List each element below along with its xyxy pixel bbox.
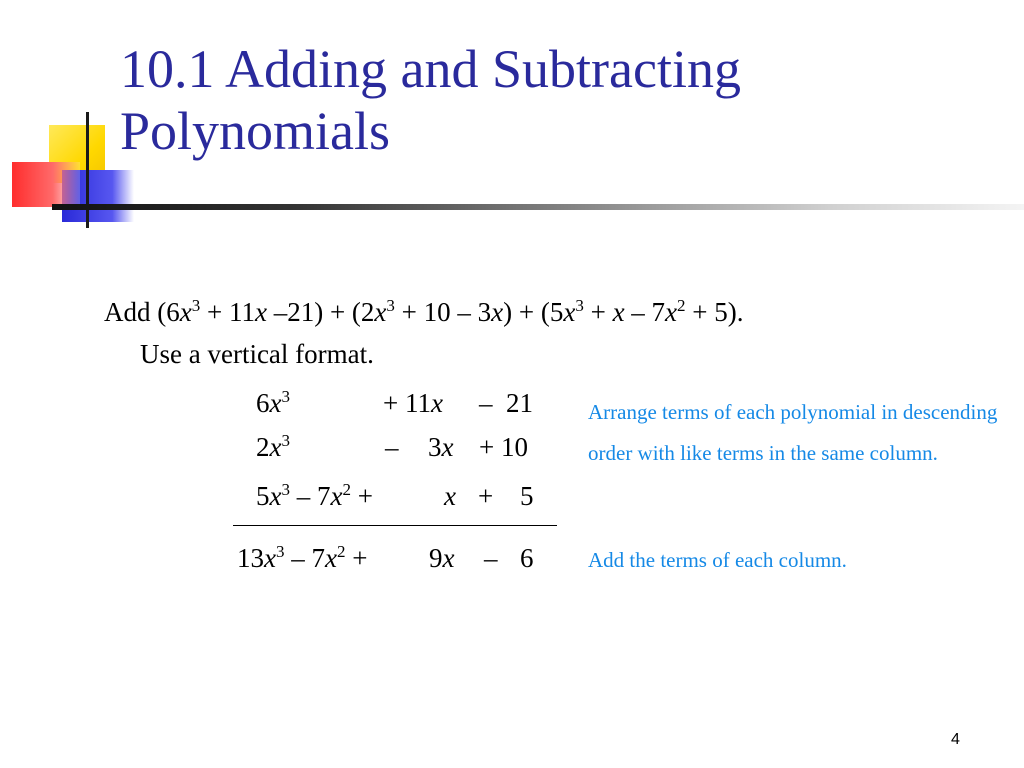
row3-linear [444, 481, 456, 512]
plus-sign: + [350, 481, 373, 511]
var-x: x [374, 297, 387, 327]
coef: 3 [428, 432, 442, 462]
var-x: x [179, 297, 192, 327]
var-x: x [491, 297, 504, 327]
row1-constant: 21 [506, 388, 533, 418]
var-x: x [269, 481, 282, 511]
sum-terms [237, 543, 367, 574]
problem-text: (6 [157, 297, 180, 327]
row3-terms [256, 481, 373, 512]
row3-constant: 5 [520, 481, 534, 511]
var-x: x [324, 543, 337, 573]
note-arrange: Arrange terms of each polynomial in descending order with like terms in the same column. [588, 400, 998, 465]
var-x: x [269, 432, 282, 462]
exponent: 3 [281, 431, 290, 450]
title-underline [52, 204, 1024, 210]
title-line-2: Polynomials [120, 101, 391, 161]
problem-text: + 11 [200, 297, 255, 327]
exponent: 3 [386, 296, 395, 315]
exponent: 3 [275, 542, 285, 561]
row2-constant: + 10 [479, 432, 528, 462]
var-x: x [430, 388, 443, 418]
sum-sign: – [484, 543, 498, 573]
problem-text: –21) + (2 [266, 297, 375, 327]
page-number: 4 [951, 731, 960, 748]
note-add-columns: Add the terms of each column. [588, 548, 847, 572]
coef: – 7 [284, 543, 325, 573]
var-x: x [563, 297, 576, 327]
var-x: x [269, 388, 282, 418]
var-x: x [612, 297, 625, 327]
sum-constant: 6 [520, 543, 534, 573]
coef: 5 [256, 481, 270, 511]
problem-statement [104, 291, 984, 375]
coef: + 11 [383, 388, 431, 418]
row3-sign: + [478, 481, 494, 511]
slide-title [120, 38, 741, 162]
problem-line-2: Use a vertical format. [140, 339, 374, 369]
coef: 2 [256, 432, 270, 462]
exponent: 2 [336, 542, 346, 561]
var-x: x [254, 297, 267, 327]
var-x: x [665, 297, 678, 327]
row2-linear [428, 432, 453, 463]
exponent: 2 [342, 480, 351, 499]
row2-cubic [256, 432, 290, 463]
sum-line [233, 525, 557, 526]
coef: 6 [256, 388, 270, 418]
coef: – 7 [289, 481, 331, 511]
var-x: x [444, 481, 456, 511]
sum-linear [429, 543, 454, 574]
var-x: x [330, 481, 343, 511]
row1-linear [383, 388, 443, 419]
logo-red-square [12, 162, 80, 207]
row1-cubic [256, 388, 290, 419]
row2-sign: – [385, 432, 399, 462]
exponent: 2 [677, 296, 686, 315]
plus-sign: + [345, 543, 368, 573]
title-line-1: 10.1 Adding and Subtracting [120, 39, 741, 99]
coef: 9 [429, 543, 443, 573]
problem-text: + 5). [685, 297, 744, 327]
var-x: x [264, 543, 276, 573]
problem-text: ) + (5 [503, 297, 564, 327]
exponent: 3 [191, 296, 201, 315]
exponent: 3 [281, 480, 290, 499]
add-word: Add [104, 297, 151, 327]
coef: 13 [237, 543, 264, 573]
problem-text: – 7 [624, 297, 666, 327]
exponent: 3 [575, 296, 584, 315]
var-x: x [442, 543, 455, 573]
problem-text: + 10 – 3 [394, 297, 492, 327]
row1-sign: – [479, 388, 493, 418]
problem-text: + [583, 297, 613, 327]
var-x: x [441, 432, 454, 462]
exponent: 3 [281, 387, 290, 406]
logo-vertical-line [86, 112, 89, 228]
